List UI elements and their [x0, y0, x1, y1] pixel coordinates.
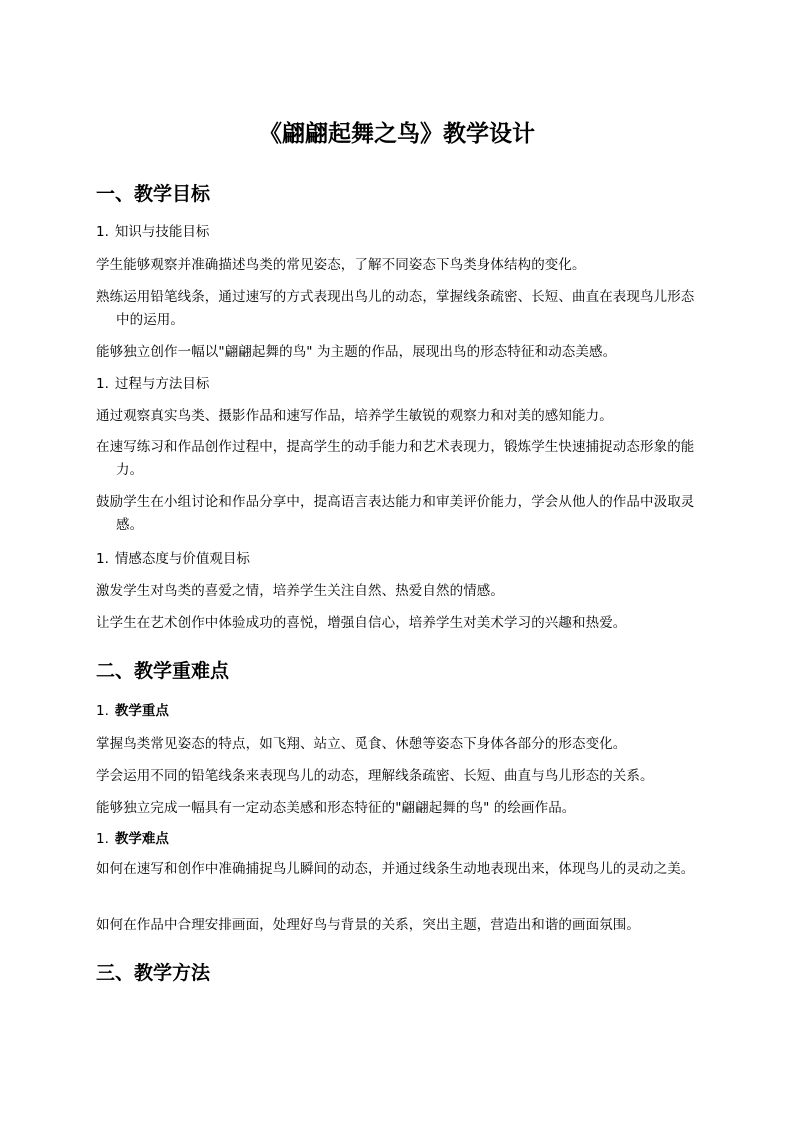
section-heading-key-difficult-points: 二、教学重难点 [96, 660, 230, 682]
paragraph: 让学生在艺术创作中体验成功的喜悦，增强自信心，培养学生对美术学习的兴趣和热爱。 [96, 615, 627, 631]
subheading-teaching-difficulty [96, 829, 169, 849]
subheading-number: 1. [96, 831, 109, 847]
subheading-teaching-focus [96, 701, 169, 721]
section-heading-teaching-methods: 三、教学方法 [96, 962, 211, 984]
paragraph: 在速写练习和作品创作过程中，提高学生的动手能力和艺术表现力，锻炼学生快速捕捉动态形象的能力。 [96, 439, 695, 478]
paragraph: 能够独立创作一幅以"翩翩起舞的鸟" 为主题的作品，展现出鸟的形态特征和动态美感。 [96, 344, 617, 360]
subheading-number: 1. [96, 703, 109, 719]
subheading-number: 1. [96, 376, 109, 392]
paragraph: 激发学生对鸟类的喜爱之情，培养学生关注自然、热爱自然的情感。 [96, 583, 504, 599]
paragraph: 熟练运用铅笔线条，通过速写的方式表现出鸟儿的动态，掌握线条疏密、长短、曲直在表现鸟儿形态中的运用。 [96, 289, 695, 328]
subheading-number: 1. [96, 551, 109, 567]
subheading-label: 教学重点 [114, 703, 169, 719]
section-heading-objectives: 一、教学目标 [96, 183, 211, 205]
document-title: 《翩翩起舞之鸟》教学设计 [259, 121, 535, 147]
paragraph: 能够独立完成一幅具有一定动态美感和形态特征的"翩翩起舞的鸟" 的绘画作品。 [96, 800, 576, 816]
subheading-label: 知识与技能目标 [114, 224, 210, 240]
subheading-process-methods [96, 374, 209, 394]
paragraph: 如何在速写和创作中准确捕捉鸟儿瞬间的动态，并通过线条生动地表现出来，体现鸟儿的灵动之美。 [96, 861, 695, 877]
subheading-emotion-values [96, 549, 250, 569]
subheading-knowledge-skills [96, 222, 209, 242]
paragraph: 学生能够观察并准确描述鸟类的常见姿态，了解不同姿态下鸟类身体结构的变化。 [96, 257, 586, 273]
subheading-label: 过程与方法目标 [114, 376, 210, 392]
paragraph: 通过观察真实鸟类、摄影作品和速写作品，培养学生敏锐的观察力和对美的感知能力。 [96, 408, 613, 424]
paragraph: 鼓励学生在小组讨论和作品分享中，提高语言表达能力和审美评价能力，学会从他人的作品中汲取灵感。 [96, 494, 695, 533]
subheading-number: 1. [96, 224, 109, 240]
subheading-label: 教学难点 [114, 831, 169, 847]
paragraph: 如何在作品中合理安排画面，处理好鸟与背景的关系，突出主题，营造出和谐的画面氛围。 [96, 917, 640, 933]
paragraph: 掌握鸟类常见姿态的特点，如飞翔、站立、觅食、休憩等姿态下身体各部分的形态变化。 [96, 736, 627, 752]
paragraph: 学会运用不同的铅笔线条来表现鸟儿的动态，理解线条疏密、长短、曲直与鸟儿形态的关系。 [96, 768, 654, 784]
subheading-label: 情感态度与价值观目标 [114, 551, 250, 567]
